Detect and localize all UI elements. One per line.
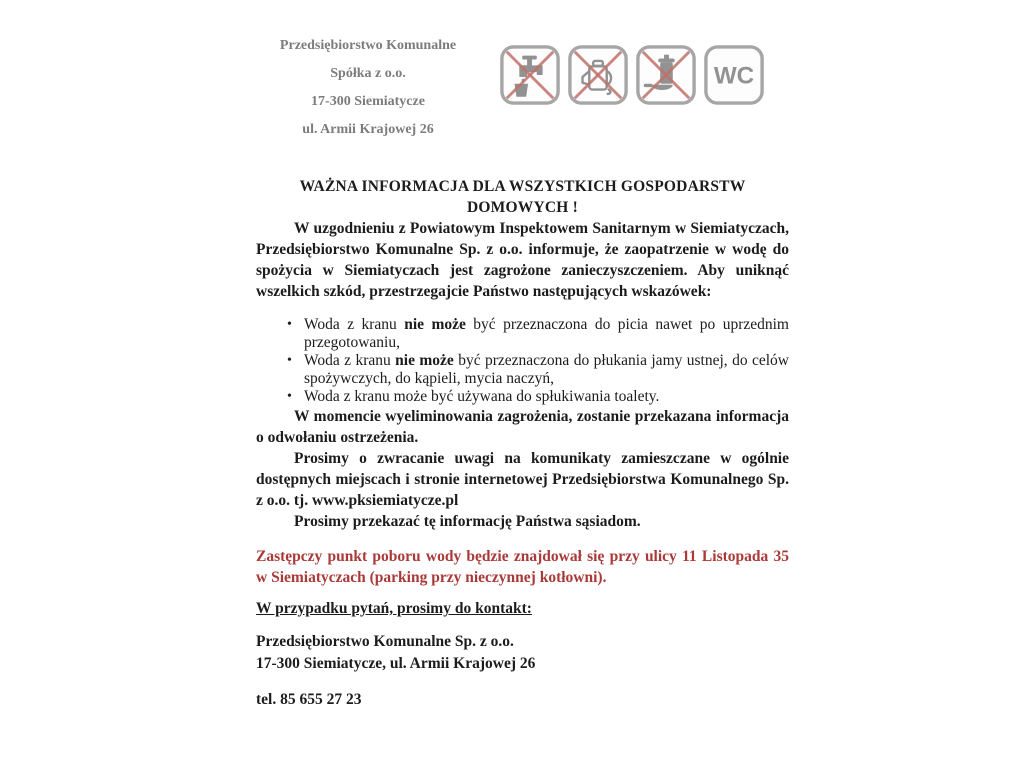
bullet-text: być przeznaczona do płukania jamy ustnej, do celów spożywczych, do kąpieli, mycia naczyń,	[304, 352, 789, 387]
bullet-text: być przeznaczona do picia nawet po uprzednim przegotowaniu,	[304, 316, 789, 351]
prohibition-signs	[499, 44, 765, 106]
contact-address: 17-300 Siemiatycze, ul. Armii Krajowej 26	[256, 655, 536, 672]
letterhead-company: Przedsiębiorstwo Komunalne	[279, 38, 457, 53]
bullet-text: Woda z kranu może być używana do spłukiwania toalety.	[304, 388, 660, 405]
contact-company: Przedsiębiorstwo Komunalne Sp. z o.o.	[256, 633, 514, 650]
list-item	[304, 388, 789, 406]
contact-phone: tel. 85 655 27 23	[256, 691, 362, 708]
bullet-emphasis: nie może	[395, 352, 454, 369]
replacement-water-point-alert: Zastępczy punkt poboru wody będzie znajdował się przy ulicy 11 Listopada 35 w Siemiatyczach (parking przy nieczynnej kotłowni).	[256, 548, 789, 586]
contact-heading: W przypadku pytań, prosimy do kontakt:	[256, 600, 532, 617]
notice-body	[256, 176, 789, 726]
letterhead-company-form: Spółka z o.o.	[330, 66, 406, 81]
contact-block	[256, 631, 789, 675]
no-food-preparation-icon	[635, 44, 697, 106]
bullet-text: Woda z kranu	[304, 316, 405, 333]
bullet-emphasis: nie może	[404, 316, 466, 333]
water-rules-list	[256, 316, 789, 406]
bullet-text: Woda z kranu	[304, 352, 396, 369]
letterhead-street: ul. Armii Krajowej 26	[302, 122, 434, 137]
notice-title: WAŻNA INFORMACJA DLA WSZYSTKICH GOSPODARSTW DOMOWYCH !	[299, 178, 746, 216]
announcements-paragraph: Prosimy o zwracanie uwagi na komunikaty zamieszczane w ogólnie dostępnych miejscach i stronie internetowej Przedsiębiorstwa Komunalnego Sp. z o.o. tj. www.pksiemiatycze.pl	[256, 450, 789, 509]
no-kettle-icon	[567, 44, 629, 106]
list-item	[304, 316, 789, 352]
wc-allowed-icon	[703, 44, 765, 106]
neighbors-paragraph: Prosimy przekazać tę informację Państwa sąsiadom.	[294, 513, 641, 530]
intro-paragraph: W uzgodnieniu z Powiatowym Inspektowem Sanitarnym w Siemiatyczach, Przedsiębiorstwo Komunalne Sp. z o.o. informuje, że zaopatrzenie w wodę do spożycia w Siemiatyczach jest zagrożone zanieczyszczeniem. Aby uniknąć wszelkich szkód, przestrzegajcie Państwo następujących wskazówek:	[256, 220, 789, 300]
elimination-paragraph: W momencie wyeliminowania zagrożenia, zostanie przekazana informacja o odwołaniu ostrzeżenia.	[256, 408, 789, 446]
no-drinking-water-icon	[499, 44, 561, 106]
letterhead-postcode-city: 17-300 Siemiatycze	[311, 94, 425, 109]
wc-label: WC	[713, 62, 755, 90]
list-item	[304, 352, 789, 388]
letterhead	[252, 32, 484, 144]
